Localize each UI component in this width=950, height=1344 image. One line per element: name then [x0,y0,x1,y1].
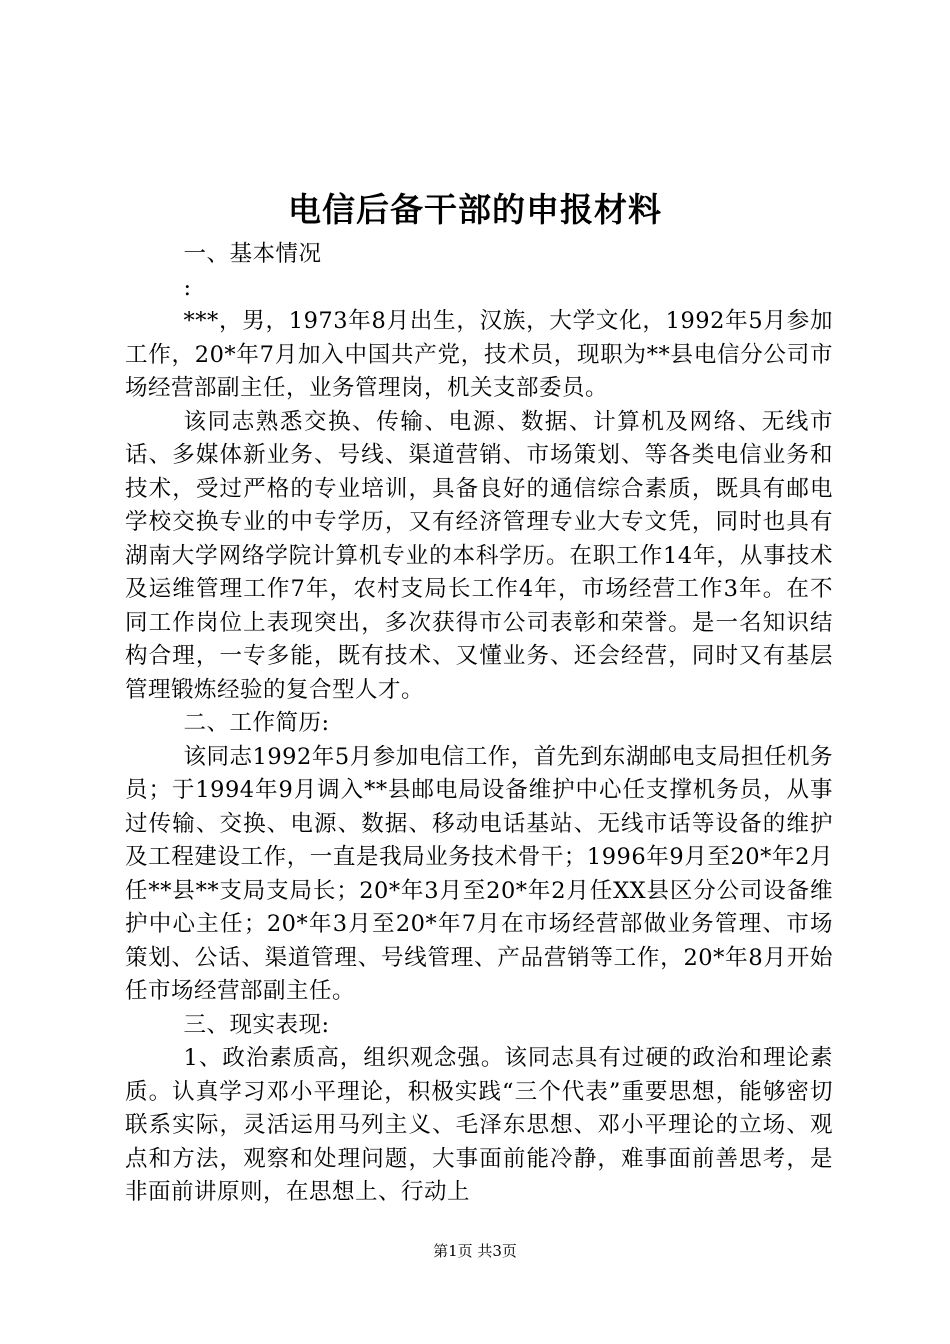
section-heading-basic-info: 一、基本情况 [183,241,322,267]
paragraph-skills: 该同志熟悉交换、传输、电源、数据、计算机及网络、无线市话、多媒体新业务、号线、渠道营销、市场策划、等各类电信业务和技术，受过严格的专业培训，具备良好的通信综合素质，既具有邮电学校交换专业的中专学历，又有经济管理专业大专文凭，同时也具有湖南大学网络学院计算机专业的本科学历。在职工作14年，从事技术及运维管理工作7年，农村支局长工作4年，市场经营工作3年。在不同工作岗位上表现突出，多次获得市公司表彰和荣誉。是一名知识结构合理，一专多能，既有技术、又懂业务、还会经营，同时又有基层管理锻炼经验的复合型人才。 [125,408,833,703]
page-footer: 第1页 共3页 [433,1242,517,1260]
document-title: 电信后备干部的申报材料 [288,190,662,229]
paragraph-performance-1: 1、政治素质高，组织观念强。该同志具有过硬的政治和理论素质。认真学习邓小平理论，积极实践“三个代表”重要思想，能够密切联系实际，灵活运用马列主义、毛泽东思想、邓小平理论的立场、观点和方法，观察和处理问题，大事面前能冷静，难事面前善思考，是非面前讲原则，在思想上、行动上 [125,1045,833,1205]
paragraph-work-history: 该同志1992年5月参加电信工作，首先到东湖邮电支局担任机务员；于1994年9月调入**县邮电局设备维护中心任支撑机务员，从事过传输、交换、电源、数据、移动电话基站、无线市话等设备的维护及工程建设工作，一直是我局业务技术骨干；1996年9月至20*年2月任**县**支局支局长；20*年3月至20*年2月任XX县区分公司设备维护中心主任；20*年3月至20*年7月在市场经营部做业务管理、市场策划、公话、渠道管理、号线管理、产品营销等工作，20*年8月开始任市场经营部副主任。 [125,743,833,1004]
paragraph-personal-info: ***，男，1973年8月出生，汉族，大学文化，1992年5月参加工作，20*年7月加入中国共产党，技术员，现职为**县电信分公司市场经营部副主任，业务管理岗，机关支部委员。 [125,308,833,401]
section-heading-work-history: 二、工作简历: [183,710,330,736]
section-heading-performance: 三、现实表现: [183,1011,330,1038]
colon-line: : [183,274,192,301]
document-body [125,238,833,1210]
